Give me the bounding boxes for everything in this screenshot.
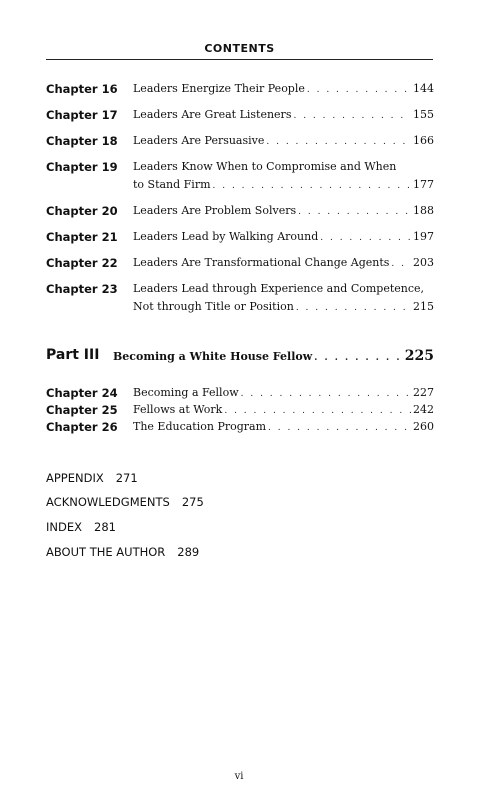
dot-leader — [391, 255, 411, 273]
page-number: 197 — [413, 230, 434, 243]
page-number: 215 — [413, 300, 434, 313]
chapter-label: Chapter 16 — [46, 82, 118, 96]
toc-entry — [133, 80, 434, 99]
chapter-title: Leaders Are Persuasive — [133, 134, 265, 147]
chapter-title: Fellows at Work — [133, 403, 223, 416]
dot-leader — [314, 350, 403, 366]
chapter-title: The Education Program — [133, 420, 267, 433]
part-title: Becoming a White House Fellow — [113, 350, 313, 363]
chapter-label: Chapter 24 — [46, 386, 118, 400]
chapter-title: Leaders Are Great Listeners — [133, 108, 292, 121]
chapter-title-continued: to Stand Firm — [133, 178, 211, 191]
page-number: 260 — [413, 420, 434, 433]
page-folio: vi — [234, 771, 244, 782]
toc-entry — [133, 280, 434, 317]
back-matter-label: ABOUT THE AUTHOR — [46, 545, 166, 559]
back-matter-about-the-author — [46, 545, 199, 559]
chapter-label: Chapter 26 — [46, 420, 118, 434]
chapter-label: Chapter 20 — [46, 204, 118, 218]
back-matter-acknowledgments — [46, 495, 204, 509]
page-number: 242 — [413, 403, 434, 416]
page-number: 271 — [115, 471, 138, 485]
chapter-label: Chapter 17 — [46, 108, 118, 122]
contents-header: CONTENTS — [46, 42, 433, 60]
chapter-label: Chapter 19 — [46, 160, 118, 174]
toc-entry — [133, 106, 434, 125]
chapter-label: Chapter 22 — [46, 256, 118, 270]
page-number: 203 — [413, 256, 434, 269]
page-number: 155 — [413, 108, 434, 121]
chapter-title: Leaders Are Transformational Change Agents — [133, 256, 390, 269]
chapter-title: Leaders Lead through Experience and Competence, — [133, 282, 425, 295]
dot-leader — [293, 107, 411, 125]
chapter-title: Becoming a Fellow — [133, 386, 239, 399]
toc-entry — [133, 202, 434, 221]
page-number: 177 — [413, 178, 434, 191]
chapter-title: Leaders Energize Their People — [133, 82, 305, 95]
back-matter-label: APPENDIX — [46, 471, 104, 485]
page-number: 188 — [413, 204, 434, 217]
back-matter-label: ACKNOWLEDGMENTS — [46, 495, 170, 509]
toc-entry — [133, 158, 434, 195]
dot-leader — [268, 419, 411, 437]
chapter-title: Leaders Know When to Compromise and When — [133, 160, 397, 173]
dot-leader — [266, 133, 411, 151]
dot-leader — [320, 229, 411, 247]
page-number: 166 — [413, 134, 434, 147]
toc-entry — [133, 132, 434, 151]
page-number: 281 — [94, 520, 116, 534]
page-number: 227 — [413, 386, 434, 399]
page-number: 225 — [404, 348, 434, 364]
dot-leader — [307, 81, 411, 99]
toc-entry — [133, 228, 434, 247]
chapter-title-continued: Not through Title or Position — [133, 300, 294, 313]
chapter-title: Leaders Lead by Walking Around — [133, 230, 319, 243]
toc-entry — [133, 254, 434, 273]
dot-leader — [298, 203, 411, 221]
chapter-title: Leaders Are Problem Solvers — [133, 204, 297, 217]
page-number: 275 — [181, 495, 204, 509]
back-matter-label: INDEX — [46, 520, 82, 534]
dot-leader — [213, 177, 411, 195]
back-matter-appendix — [46, 471, 138, 485]
chapter-label: Chapter 18 — [46, 134, 118, 148]
page-number: 144 — [413, 82, 434, 95]
chapter-label: Chapter 21 — [46, 230, 118, 244]
part-entry — [113, 348, 434, 366]
page-number: 289 — [177, 545, 200, 559]
part-label: Part III — [46, 347, 100, 363]
back-matter-index — [46, 520, 116, 534]
dot-leader — [296, 299, 411, 317]
chapter-label: Chapter 23 — [46, 282, 118, 296]
chapter-label: Chapter 25 — [46, 403, 118, 417]
toc-entry — [133, 418, 434, 437]
